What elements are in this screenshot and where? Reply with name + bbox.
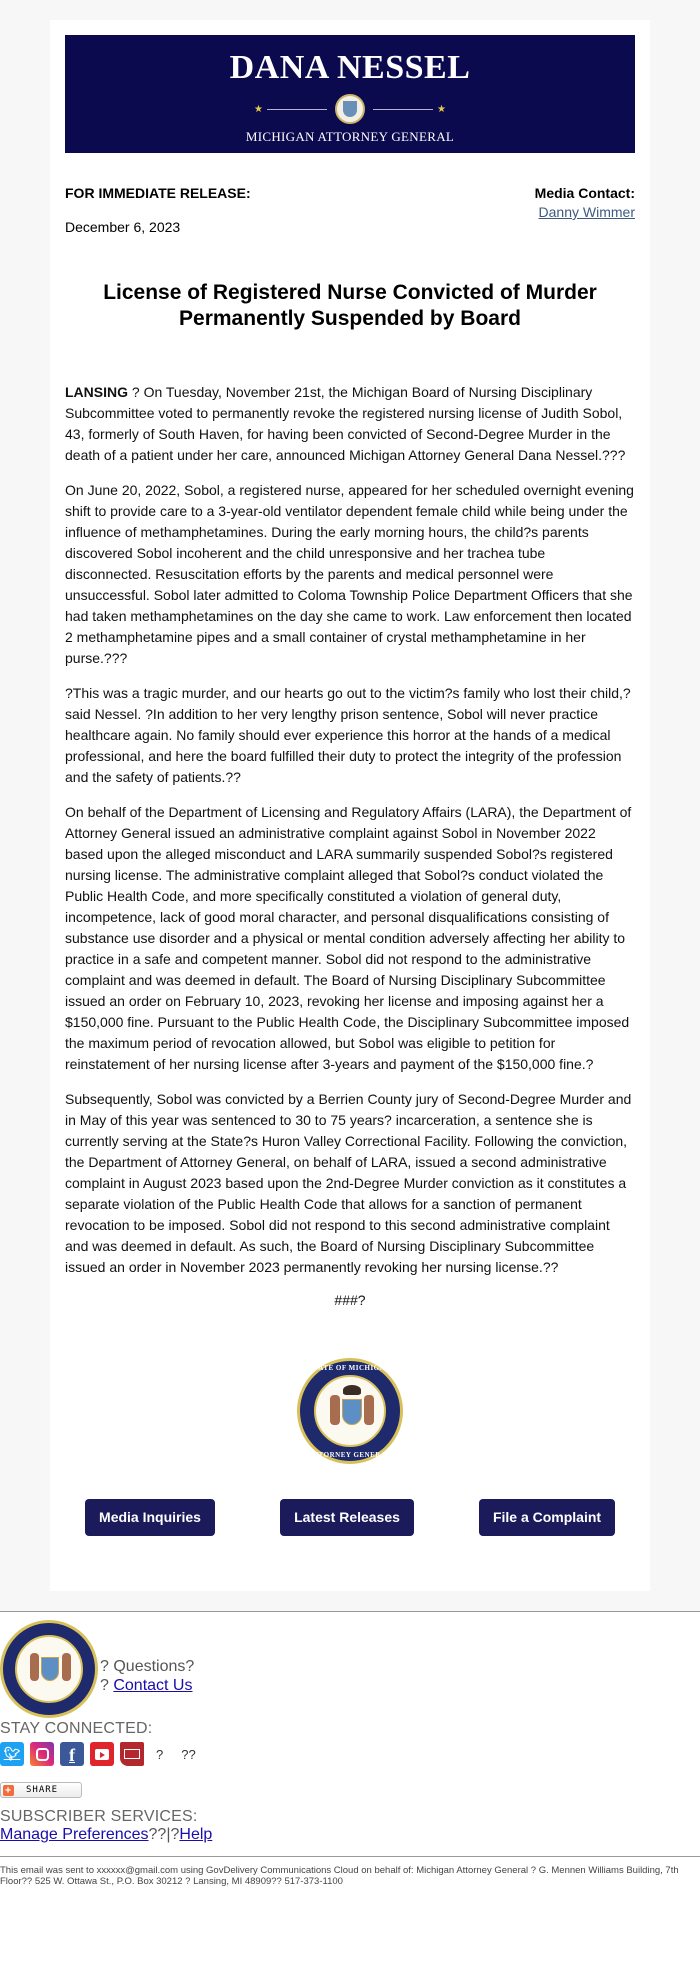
seal-container	[65, 1358, 635, 1469]
footer	[0, 1612, 700, 1889]
legal-notice: This email was sent to xxxxxx@gmail.com using GovDelivery Communications Cloud on behalf of: Michigan Attorney General ? G. Mennen Williams Building, 7th Floor?? 525 W. Ottawa St., P.O. Box 30212 ? Lansing, MI 48909?? 517-373-1100	[0, 1865, 679, 1887]
paragraph-4: On behalf of the Department of Licensing and Regulatory Affairs (LARA), the Department of Attorney General issued an administrative complaint against Sobol in November 2022 based upon the alleged misconduct and LARA summarily suspended Sobol?s registered nursing license. The administrative complaint alleged that Sobol?s conduct violated the Public Health Code, and more specifically constituted a violation of general duty, incompetence, lack of good moral character, and personal disqualifications consisting of substance use disorder and a physical or mental condition adversely affecting her ability to practice in a safe and competent manner. Sobol did not respond to the administrative complaint and was deemed in default. The Board of Nursing Disciplinary Subcommittee issued an order on February 10, 2023, revoking her license and imposing against her a $150,000 fine. Pursuant to the Public Health Code, the Disciplinary Subcommittee imposed the maximum period of revocation allowed, but Sobol was eligible to petition for reinstatement of her nursing license after 3-years and payment of the $150,000 fine.?	[65, 804, 632, 1072]
end-mark: ###?	[334, 1292, 366, 1308]
facebook-icon[interactable]: f	[60, 1742, 84, 1766]
attorney-general-seal-icon: STATE OF MICHIGAN ATTORNEY GENERAL	[297, 1358, 403, 1464]
help-link[interactable]: Help	[179, 1826, 213, 1843]
banner-subtitle: MICHIGAN ATTORNEY GENERAL	[245, 129, 455, 144]
media-contact-label: Media Contact:	[534, 185, 635, 201]
action-buttons	[85, 1499, 615, 1536]
latest-releases-button[interactable]: Latest Releases	[280, 1499, 414, 1536]
twitter-icon[interactable]: 🐦︎	[0, 1742, 24, 1766]
release-label: FOR IMMEDIATE RELEASE:	[65, 185, 251, 201]
paragraph-2: On June 20, 2022, Sobol, a registered nurse, appeared for her scheduled overnight evening shift to provide care to a 3-year-old ventilator dependent female child while being under the influence of methamphetamines. During the early morning hours, the child?s parents discovered Sobol incoherent and the child unresponsive and her trachea tube disconnected. Resuscitation efforts by the parents and medical personnel were unsuccessful. Sobol later admitted to Coloma Township Police Department Officers that she had taken methamphetamines on the day she came to work. Law enforcement then located 2 methamphetamine pipes and a small container of crystal methamphetamine in her purse.???	[65, 482, 634, 666]
banner-rule	[65, 93, 635, 125]
michigan-seal-icon	[335, 94, 365, 124]
email-icon[interactable]	[120, 1742, 144, 1766]
contact-row: ? Questions? ? Contact Us	[0, 1620, 700, 1718]
header-banner	[65, 35, 635, 153]
questions-label: ? Questions?	[100, 1658, 195, 1675]
media-inquiries-button[interactable]: Media Inquiries	[85, 1499, 215, 1536]
dateline: LANSING	[65, 384, 128, 400]
paragraph-3: ?This was a tragic murder, and our hearts go out to the victim?s family who lost their child,? said Nessel. ?In addition to her very lengthy prison sentence, Sobol will never practice healthcare again. No family should ever experience this horror at the hands of a medical professional, and here the board fulfilled their duty to protect the integrity of the profession and the safety of patients.??	[65, 685, 631, 785]
subscriber-services-label: SUBSCRIBER SERVICES:	[0, 1808, 198, 1825]
banner-name: DANA NESSEL	[229, 49, 471, 86]
attorney-general-seal-icon	[0, 1620, 98, 1718]
subscriber-links: Manage Preferences??|?Help	[0, 1826, 213, 1843]
star-icon: ★	[254, 103, 263, 115]
media-contact-link[interactable]: Danny Wimmer	[538, 204, 635, 220]
paragraph-5: Subsequently, Sobol was convicted by a Berrien County jury of Second-Degree Murder and in May of this year was sentenced to 30 to 75 years? incarceration, a sentence she is currently serving at the State?s Huron Valley Correctional Facility. Following the conviction, the Department of Attorney General, on behalf of LARA, issued a second administrative complaint in August 2023 based upon the 2nd-Degree Murder conviction as it constitutes a separate violation of the Public Health Code that allows for a sanction of permanent revocation to be imposed. Sobol did not respond to this second administrative complaint and was deemed in default. As such, the Board of Nursing Disciplinary Subcommittee issued an order in November 2023 permanently revoking her nursing license.??	[65, 1091, 632, 1275]
share-button[interactable]: + SHARE	[0, 1782, 82, 1798]
email-card	[50, 20, 650, 1591]
plus-icon: +	[4, 1784, 13, 1796]
stay-connected-label: STAY CONNECTED:	[0, 1720, 153, 1737]
article-body	[65, 382, 635, 1308]
star-icon: ★	[437, 103, 446, 115]
article-title: License of Registered Nurse Convicted of Murder Permanently Suspended by Board	[103, 281, 597, 330]
divider-line	[373, 109, 433, 110]
manage-preferences-link[interactable]: Manage Preferences	[0, 1826, 149, 1843]
contact-us-link[interactable]: Contact Us	[113, 1677, 193, 1694]
social-links: 🐦︎ f ? ??	[0, 1740, 700, 1768]
release-meta	[65, 185, 635, 235]
divider-line	[267, 109, 327, 110]
instagram-icon[interactable]	[30, 1742, 54, 1766]
paragraph-1: LANSING ? On Tuesday, November 21st, the Michigan Board of Nursing Disciplinary Subcommittee voted to permanently revoke the registered nursing license of Judith Sobol, 43, formerly of South Haven, for having been convicted of Second-Degree Murder in the death of a patient under her care, announced Michigan Attorney General Dana Nessel.???	[65, 384, 626, 463]
file-complaint-button[interactable]: File a Complaint	[479, 1499, 615, 1536]
release-date: December 6, 2023	[65, 219, 181, 235]
youtube-icon[interactable]	[90, 1742, 114, 1766]
